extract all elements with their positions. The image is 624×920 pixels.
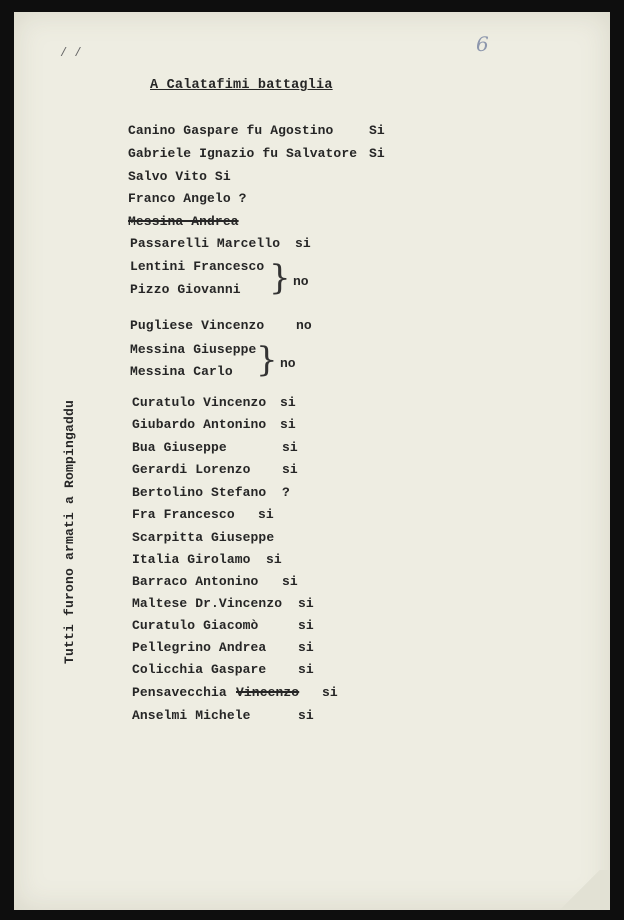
entry-status: si [298,662,314,677]
entry-name: Bertolino Stefano [132,485,267,500]
entry-status: si [282,440,298,455]
entry-name: Canino Gaspare fu Agostino [128,123,334,138]
entry-name: Italia Girolamo [132,552,251,567]
entry-status: si [298,618,314,633]
entry-name: Scarpitta Giuseppe [132,530,275,545]
entry-status: si [266,552,282,567]
document-title: A Calatafimi battaglia [150,78,333,93]
entry-name: Fra Francesco [132,507,235,522]
entry-status: si [282,574,298,589]
group-brace: } [256,340,278,380]
entry-status: Si [369,123,385,138]
entry-name-struck: Vincenzo [236,685,300,700]
entry-status: Si [369,146,385,161]
side-note: Tutti furono armati a Rompingaddu [62,399,77,664]
entry-status: si [295,236,311,251]
entry-name: Anselmi Michele [132,708,251,723]
entry-status: si [280,395,296,410]
entry-status: si [258,507,274,522]
entry-name: Pensavecchia [132,685,227,700]
entry-name: Colicchia Gaspare [132,662,267,677]
group-status: no [293,274,309,289]
entry-status: si [280,417,296,432]
entry-name: Curatulo Vincenzo [132,395,267,410]
entry-name: Salvo Vito Si [128,169,231,184]
entry-status: si [298,640,314,655]
entry-name-struck: Messina Andrea [128,214,239,229]
entry-name: Maltese Dr.Vincenzo [132,596,283,611]
entry-status: si [282,462,298,477]
page-number: 6 [476,32,489,56]
entry-name: Curatulo Giacomò [132,618,259,633]
entry-name: Giubardo Antonino [132,417,267,432]
entry-name: Franco Angelo ? [128,191,247,206]
document-page [14,12,610,910]
entry-status: no [296,318,312,333]
entry-status: si [298,596,314,611]
entry-name: Pugliese Vincenzo [130,318,265,333]
group-brace: } [269,258,291,298]
entry-name: Barraco Antonino [132,574,259,589]
entry-name: Bua Giuseppe [132,440,227,455]
group-status: no [280,356,296,371]
entry-name: Pellegrino Andrea [132,640,267,655]
entry-status: si [298,708,314,723]
page-corner [550,870,610,910]
entry-name: Messina Carlo [130,364,233,379]
entry-name: Passarelli Marcello [130,236,281,251]
entry-name: Messina Giuseppe [130,342,257,357]
entry-name: Pizzo Giovanni [130,282,241,297]
tick-mark: / / [60,46,82,60]
entry-name: Gerardi Lorenzo [132,462,251,477]
entry-status: si [322,685,338,700]
entry-name: Lentini Francesco [130,259,265,274]
entry-status: ? [282,485,290,500]
entry-name: Gabriele Ignazio fu Salvatore [128,146,358,161]
